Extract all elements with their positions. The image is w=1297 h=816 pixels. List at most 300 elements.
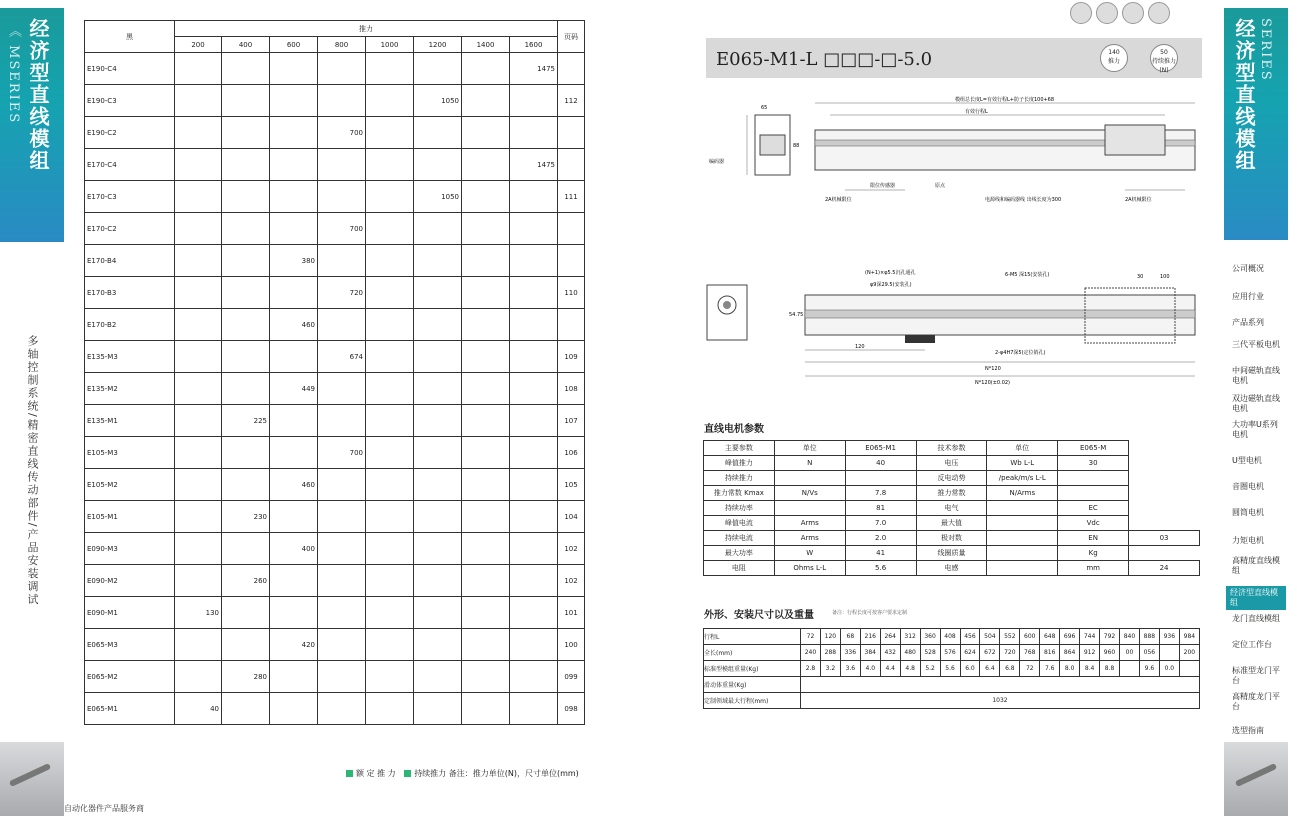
thrust-cell (510, 245, 558, 277)
page-cell: 104 (558, 501, 585, 533)
page-cell (558, 213, 585, 245)
thrust-cell (462, 277, 510, 309)
thrust-cell (318, 245, 366, 277)
right-limit-label: 2A机械限位 (1125, 197, 1152, 203)
dims-cell: 600 (1020, 629, 1040, 645)
param-cell: 持续电流 (704, 531, 775, 546)
dims-label: 行程L (704, 629, 801, 645)
param-row (704, 501, 1200, 516)
param-cell: 推力常数 Kmax (704, 486, 775, 501)
side-menu-item[interactable]: 经济型直线模组 (1226, 586, 1286, 610)
thrust-cell (175, 149, 222, 181)
dims-cell: 336 (840, 645, 860, 661)
thrust-cell (318, 309, 366, 341)
dims-cell: 120 (820, 629, 840, 645)
dims-cell: 3.6 (840, 661, 860, 677)
thrust-cell (222, 597, 270, 629)
param-cell: 推力常数 (916, 486, 987, 501)
thrust-cell (175, 629, 222, 661)
encoder-label: 编码器 (709, 159, 725, 165)
right-section-title: 经济型直线模组 (1232, 18, 1256, 172)
param-cell: 2.0 (845, 531, 916, 546)
thrust-cell (366, 53, 414, 85)
thrust-cell (414, 149, 462, 181)
thrust-cell (414, 693, 462, 725)
side-menu-item[interactable]: 三代平板电机 (1232, 340, 1280, 349)
thrust-cell (366, 117, 414, 149)
hole-label-2: 2-φ4H7深5(定位销孔) (995, 350, 1046, 356)
param-cell: 单位 (774, 441, 845, 456)
thrust-cell (510, 693, 558, 725)
page-cell: 106 (558, 437, 585, 469)
dims-cell: 6.8 (1000, 661, 1020, 677)
side-menu-item[interactable]: 高精度龙门平台 (1232, 692, 1280, 711)
dims-cell: 432 (880, 645, 900, 661)
thrust-cell (510, 213, 558, 245)
param-row (704, 516, 1200, 531)
dim-100: 100 (1160, 274, 1170, 280)
thrust-cell (414, 277, 462, 309)
param-cell: 线圈质量 (916, 546, 987, 561)
dims-row (704, 661, 1200, 677)
product-title: E065-M1-L □□□-□-5.0 (716, 49, 933, 70)
thrust-cell (222, 469, 270, 501)
side-menu-item[interactable]: U型电机 (1232, 456, 1262, 465)
dims-row (704, 677, 1200, 693)
param-cell: 电压 (916, 456, 987, 471)
model-cell: E190-C2 (85, 117, 175, 149)
thrust-cell: 674 (318, 341, 366, 373)
dim-120: 120 (855, 344, 865, 350)
thrust-cell: 280 (222, 661, 270, 693)
dims-cell: 480 (900, 645, 920, 661)
dims-cell: 960 (1100, 645, 1120, 661)
thrust-cell: 225 (222, 405, 270, 437)
thrust-cell (270, 117, 318, 149)
dims-cell: 72 (1020, 661, 1040, 677)
thrust-cell (270, 53, 318, 85)
thrust-cell (510, 629, 558, 661)
table-row (85, 85, 585, 117)
model-cell: E090-M1 (85, 597, 175, 629)
thrust-cell (175, 181, 222, 213)
side-menu-item[interactable]: 音圈电机 (1232, 482, 1264, 491)
thrust-cell (366, 469, 414, 501)
side-menu-item[interactable]: 定位工作台 (1232, 640, 1272, 649)
legend-peak-swatch (404, 770, 411, 777)
dims-cell: 5.2 (920, 661, 940, 677)
dims-label: 滑动体重量(Kg) (704, 677, 801, 693)
page-cell (558, 149, 585, 181)
thrust-cell: 460 (270, 309, 318, 341)
param-cell (1058, 486, 1129, 501)
model-cell: E135-M3 (85, 341, 175, 373)
thrust-cell (175, 117, 222, 149)
model-cell: E190-C4 (85, 53, 175, 85)
page-cell: 107 (558, 405, 585, 437)
param-cell: 24 (1129, 561, 1200, 576)
thrust-cell: 460 (270, 469, 318, 501)
thrust-cell: 380 (270, 245, 318, 277)
param-cell: Wb L-L (987, 456, 1058, 471)
thrust-cell: 449 (270, 373, 318, 405)
thrust-cell (270, 85, 318, 117)
thrust-cell: 230 (222, 501, 270, 533)
side-menu-item[interactable]: 力矩电机 (1232, 536, 1264, 545)
param-cell: 持续功率 (704, 501, 775, 516)
dims-cell: 672 (980, 645, 1000, 661)
thrust-table (84, 20, 585, 725)
table-row (85, 629, 585, 661)
thrust-cell (175, 213, 222, 245)
table-row (85, 565, 585, 597)
thrust-cell (462, 85, 510, 117)
dims-row (704, 629, 1200, 645)
thrust-cell (366, 373, 414, 405)
thrust-cell (462, 533, 510, 565)
side-menu-item[interactable]: 公司概况 (1232, 264, 1264, 273)
legend-rated-swatch (346, 770, 353, 777)
thrust-cell (462, 309, 510, 341)
thrust-cell (510, 181, 558, 213)
dims-cell: 264 (880, 629, 900, 645)
thrust-cell (510, 565, 558, 597)
thrust-cell (222, 341, 270, 373)
dims-cell: 408 (940, 629, 960, 645)
thrust-cell (222, 437, 270, 469)
table-row (85, 341, 585, 373)
dims-cell (1120, 661, 1140, 677)
corner-header: 黑 (85, 21, 175, 53)
thrust-cell (366, 245, 414, 277)
side-view-drawing (705, 95, 1205, 215)
thrust-cell (462, 469, 510, 501)
param-row (704, 441, 1200, 456)
dims-cell: 312 (900, 629, 920, 645)
dims-cell: 936 (1159, 629, 1179, 645)
thrust-cell (222, 277, 270, 309)
side-menu-item[interactable]: 中间磁轨直线电机 (1232, 366, 1280, 385)
param-cell: 极对数 (916, 531, 987, 546)
thrust-cell (414, 469, 462, 501)
dims-cell: 5.6 (940, 661, 960, 677)
thrust-cell (366, 693, 414, 725)
thrust-cell (462, 373, 510, 405)
thrust-col-header: 1200 (414, 37, 462, 53)
param-cell: 7.8 (845, 486, 916, 501)
thrust-cell (270, 277, 318, 309)
param-cell: Vdc (1058, 516, 1129, 531)
dim-30: 30 (1137, 274, 1144, 280)
thrust-cell (270, 405, 318, 437)
slot-label: φ9深29.5(安装孔) (870, 282, 912, 288)
thrust-cell (366, 661, 414, 693)
thrust-cell: 130 (175, 597, 222, 629)
module-rod-icon (9, 763, 51, 787)
thrust-cell: 1050 (414, 85, 462, 117)
model-cell: E135-M1 (85, 405, 175, 437)
dims-cell (1179, 661, 1199, 677)
right-brand: SERIES (1258, 18, 1273, 82)
param-cell: Arms (774, 516, 845, 531)
thrust-cell (175, 437, 222, 469)
thrust-cell (510, 469, 558, 501)
param-cell: 5.6 (845, 561, 916, 576)
thrust-cell (318, 629, 366, 661)
legend: 额 定 推 力 持续推力 备注：推力单位(N)，尺寸单位(mm) (340, 768, 579, 779)
param-cell: 30 (1058, 456, 1129, 471)
thrust-cell (366, 437, 414, 469)
param-cell: N/Arms (987, 486, 1058, 501)
dims-cell: 648 (1040, 629, 1060, 645)
home-label: 原点 (935, 183, 946, 189)
dims-title: 外形、安装尺寸以及重量 (704, 610, 814, 621)
thrust-cell: 40 (175, 693, 222, 725)
hole-label-3: (N+1)×φ5.5沉孔通孔 (865, 270, 916, 276)
param-row (704, 561, 1200, 576)
param-cell: 81 (845, 501, 916, 516)
thrust-cell: 700 (318, 213, 366, 245)
thrust-cell: 420 (270, 629, 318, 661)
thrust-cell (175, 373, 222, 405)
param-cell: Ohms L-L (774, 561, 845, 576)
thrust-cell (270, 149, 318, 181)
left-section-title: 经济型直线模组 (26, 18, 50, 172)
thrust-cell (414, 53, 462, 85)
thrust-cell: 720 (318, 277, 366, 309)
param-cell: Kg (1058, 546, 1129, 561)
thrust-cell (366, 501, 414, 533)
thrust-cell (366, 85, 414, 117)
thrust-col-header: 800 (318, 37, 366, 53)
thrust-cell (318, 533, 366, 565)
side-menu-item[interactable]: 大功率U系列电机 (1232, 420, 1278, 439)
thrust-cell (175, 341, 222, 373)
model-cell: E170-C4 (85, 149, 175, 181)
model-cell: E170-C3 (85, 181, 175, 213)
param-cell: 最大功率 (704, 546, 775, 561)
table-row (85, 309, 585, 341)
thrust-cell (462, 149, 510, 181)
thrust-cell (510, 85, 558, 117)
param-cell (774, 501, 845, 516)
dims-cell: 72 (801, 629, 821, 645)
thrust-cell (414, 565, 462, 597)
thrust-cell (175, 309, 222, 341)
model-cell: E105-M2 (85, 469, 175, 501)
thrust-cell (318, 85, 366, 117)
thrust-cell (270, 213, 318, 245)
param-cell (987, 516, 1058, 531)
param-row (704, 471, 1200, 486)
dim-65: 65 (761, 105, 768, 111)
dim-88: 88 (793, 143, 800, 149)
thrust-cell (462, 181, 510, 213)
param-row (704, 486, 1200, 501)
thrust-cell (222, 149, 270, 181)
thrust-cell (366, 213, 414, 245)
thrust-cell (222, 373, 270, 405)
thrust-cell (462, 245, 510, 277)
n120-label: N*120 (985, 366, 1001, 372)
cont-thrust-badge: 50 持续推力(N) (1150, 44, 1178, 72)
thrust-cell (175, 53, 222, 85)
table-row (85, 501, 585, 533)
thrust-cell (366, 533, 414, 565)
side-menu-item[interactable]: 双边磁轨直线电机 (1232, 394, 1280, 413)
thrust-cell (318, 149, 366, 181)
thrust-cell (414, 405, 462, 437)
model-cell: E090-M2 (85, 565, 175, 597)
cable-label: 电源线和编码器线 出线长度为300 (985, 197, 1062, 203)
thrust-cell (175, 661, 222, 693)
thrust-cell (175, 565, 222, 597)
n120b-label: N*120(±0.02) (975, 380, 1011, 386)
param-row (704, 546, 1200, 561)
thrust-cell: 700 (318, 117, 366, 149)
side-menu-item[interactable]: 龙门直线模组 (1232, 614, 1280, 623)
param-cell: 峰值电流 (704, 516, 775, 531)
dims-cell: 3.2 (820, 661, 840, 677)
thrust-cell (510, 597, 558, 629)
param-cell: N/Vs (774, 486, 845, 501)
side-menu-item[interactable]: 产品系列 (1232, 318, 1264, 327)
dims-cell: 240 (801, 645, 821, 661)
page-cell: 102 (558, 565, 585, 597)
thrust-cell: 1475 (510, 53, 558, 85)
param-cell: 单位 (987, 441, 1058, 456)
thrust-col-header: 1600 (510, 37, 558, 53)
thrust-cell (222, 181, 270, 213)
thrust-cell (462, 597, 510, 629)
thrust-cell (175, 501, 222, 533)
dims-cell: 68 (840, 629, 860, 645)
thrust-cell (414, 117, 462, 149)
param-cell: 技术参数 (916, 441, 987, 456)
thrust-col-header: 1000 (366, 37, 414, 53)
side-menu-item[interactable]: 标准型龙门平台 (1232, 666, 1280, 685)
thrust-cell (414, 309, 462, 341)
page-cell (558, 309, 585, 341)
param-cell (987, 561, 1058, 576)
dim-54: 54.75 (789, 312, 804, 318)
thrust-cell (175, 405, 222, 437)
gear-icon (1148, 2, 1170, 24)
model-cell: E105-M1 (85, 501, 175, 533)
thrust-cell (462, 341, 510, 373)
side-menu-item[interactable]: 高精度直线模组 (1232, 556, 1280, 575)
dims-cell: 456 (960, 629, 980, 645)
page-header: 页码 (558, 21, 585, 53)
table-row (85, 693, 585, 725)
thrust-cell (318, 53, 366, 85)
thrust-cell (318, 469, 366, 501)
param-cell: W (774, 546, 845, 561)
model-cell: E170-C2 (85, 213, 175, 245)
table-row (85, 469, 585, 501)
param-cell (774, 471, 845, 486)
param-title: 直线电机参数 (704, 424, 764, 435)
right-footer-image (1224, 742, 1288, 816)
thrust-cell (462, 693, 510, 725)
thrust-cell (175, 245, 222, 277)
thrust-cell (510, 117, 558, 149)
thrust-cell (462, 629, 510, 661)
dims-label: 定制领域最大行程(mm) (704, 693, 801, 709)
page-cell: 105 (558, 469, 585, 501)
dims-cell (801, 677, 1200, 693)
param-cell: 主要参数 (704, 441, 775, 456)
param-cell: E065-M (1058, 441, 1129, 456)
dims-cell: 864 (1060, 645, 1080, 661)
thrust-cell (510, 501, 558, 533)
thrust-cell (510, 661, 558, 693)
thrust-cell (318, 405, 366, 437)
thrust-cell (318, 693, 366, 725)
dims-cell: 384 (860, 645, 880, 661)
param-cell: 40 (845, 456, 916, 471)
hole-label-1: 6-M5 深15(安装孔) (1005, 272, 1050, 278)
dims-cell: 0.0 (1159, 661, 1179, 677)
dims-cell: 720 (1000, 645, 1020, 661)
thrust-cell (366, 309, 414, 341)
dims-cell: 8.4 (1080, 661, 1100, 677)
page-cell: 108 (558, 373, 585, 405)
thrust-cell (414, 533, 462, 565)
thrust-cell (366, 629, 414, 661)
thrust-cell (366, 597, 414, 629)
side-menu-item[interactable]: 选型指南 (1232, 726, 1264, 735)
thrust-header: 推力 (175, 21, 558, 37)
left-footer-image (0, 742, 64, 816)
param-cell: 7.0 (845, 516, 916, 531)
page-footer-text: 自动化器件产品服务商 (64, 804, 144, 813)
side-menu-item[interactable]: 应用行业 (1232, 292, 1264, 301)
page-cell: 099 (558, 661, 585, 693)
dims-cell: 7.6 (1040, 661, 1060, 677)
page-cell: 111 (558, 181, 585, 213)
dims-cell: 8.0 (1060, 661, 1080, 677)
dims-label: 标准型模组重量(Kg) (704, 661, 801, 677)
thrust-cell (222, 693, 270, 725)
thrust-cell (462, 53, 510, 85)
param-cell (987, 501, 1058, 516)
page-cell: 101 (558, 597, 585, 629)
dims-table (703, 628, 1200, 709)
page-cell (558, 117, 585, 149)
thrust-col-header: 1400 (462, 37, 510, 53)
end-view-2 (707, 285, 747, 340)
dims-cell: 504 (980, 629, 1000, 645)
thrust-cell (222, 533, 270, 565)
table-row (85, 277, 585, 309)
thrust-cell: 1050 (414, 181, 462, 213)
left-brand: 《 MSERIES (6, 24, 21, 125)
dims-cell: 9.6 (1139, 661, 1159, 677)
side-menu-item[interactable]: 圆筒电机 (1232, 508, 1264, 517)
thrust-cell (510, 437, 558, 469)
dims-row (704, 645, 1200, 661)
model-cell: E170-B2 (85, 309, 175, 341)
thrust-cell (270, 501, 318, 533)
thrust-cell (462, 661, 510, 693)
thrust-cell (510, 341, 558, 373)
param-cell: 41 (845, 546, 916, 561)
thrust-cell (414, 661, 462, 693)
dims-cell: 00 (1120, 645, 1140, 661)
thrust-cell (318, 373, 366, 405)
dims-cell (1159, 645, 1179, 661)
